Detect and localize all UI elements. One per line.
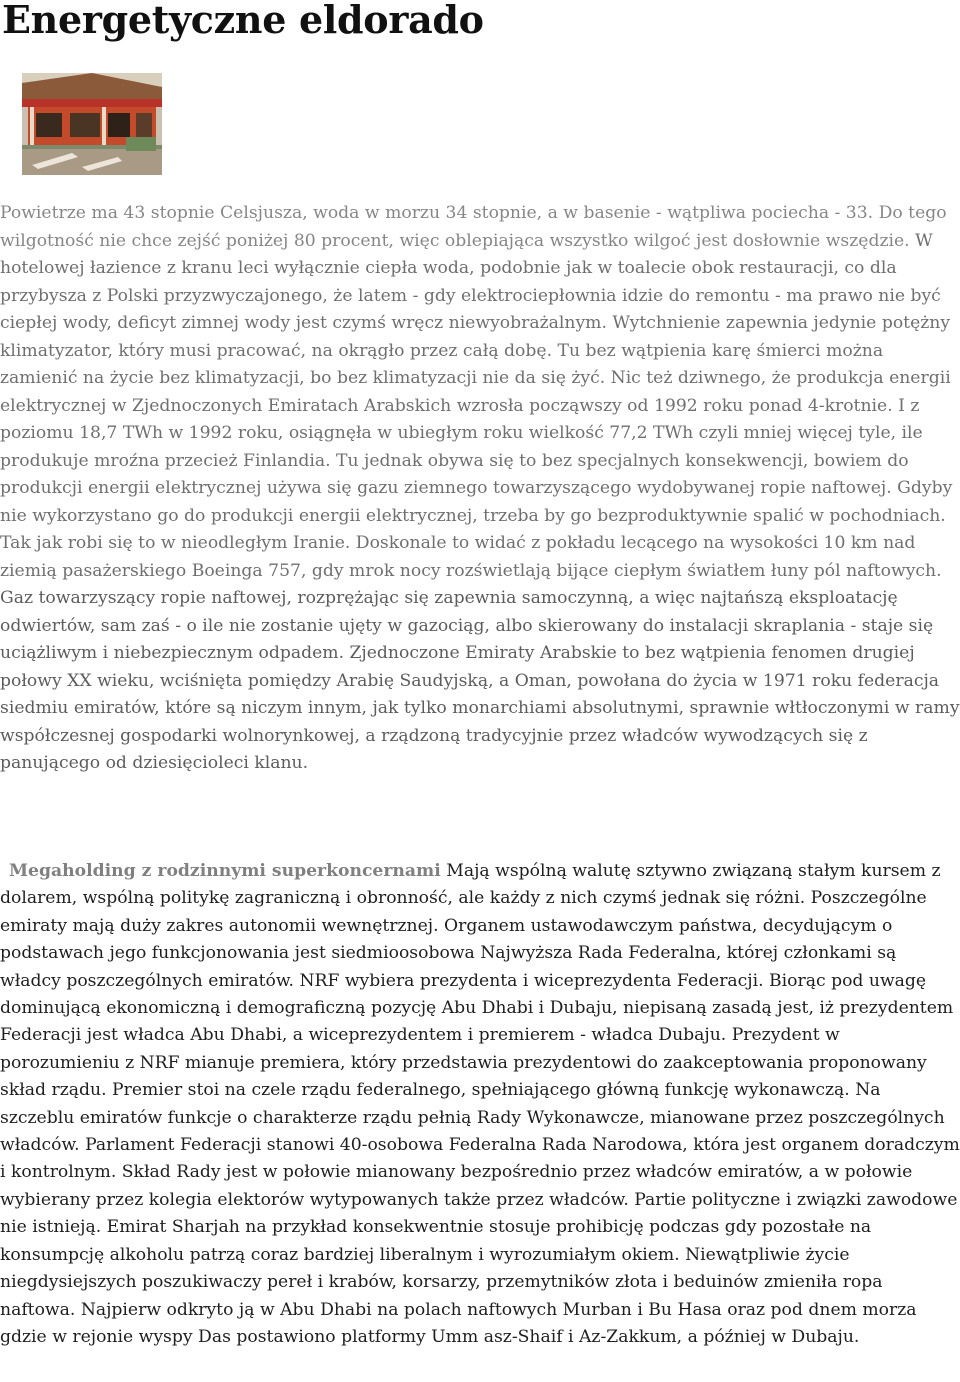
intro-text-1: Powietrze ma 43 stopnie Celsjusza, woda w morzu 34 stopnie, a w basenie - wątpliwa pociecha - 33. Do tego wilgotność nie chce zejść poniżej 80 procent, więc oblepiająca wszystko wilgoć jest dosłownie wszędzie.	[0, 203, 947, 251]
section-body: Mają wspólną walutę sztywno związaną stałym kursem z dolarem, wspólną politykę zagraniczną i obronność, ale każdy z nich czymś jednak się różni. Poszczególne emiraty mają duży zakres autonomii wewnętrznej. Organem ustawodawczym państwa, decydującym o podstawach jego funkcjonowania jest siedmioosobowa Najwyższa Rada Federalna, której członkami są władcy poszczególnych emiratów. NRF wybiera prezydenta i wiceprezydenta Federacji. Biorąc pod uwagę dominującą ekonomiczną i demograficzną pozycję Abu Dhabi i Dubaju, niepisaną zasadą jest, iż prezydentem Federacji jest władca Abu Dhabi, a wiceprezydentem i premierem - władca Dubaju. Prezydent w porozumieniu z NRF mianuje premiera, który przedstawia prezydentowi do zaakceptowania proponowany skład rządu. Premier stoi na czele rządu federalnego, spełniającego główną funkcję wykonawczą. Na szczeblu emiratów funkcje o charakterze rządu pełnią Rady Wykonawcze, mianowane przez poszczególnych władców. Parlament Federacji stanowi 40-osobowa Federalna Rada Narodowa, która jest organem doradczym i kontrolnym. Skład Rady jest w połowie mianowany bezpośrednio przez władców emiratów, a w połowie wybierany przez kolegia elektorów wytypowanych także przez władców. Partie polityczne i związki zawodowe nie istnieją. Emirat Sharjah na przykład konsekwentnie stosuje prohibicję podczas gdy pozostałe na konsumpcję alkoholu patrzą coraz bardziej liberalnym i wyrozumiałym okiem. Niewątpliwie życie niegdysiejszych poszukiwaczy pereł i krabów, korsarzy, przemytników złota i beduinów zmieniła ropa naftowa. Najpierw odkryto ją w Abu Dhabi na polach naftowych Murban i Bu Hasa oraz pod dnem morza gdzie w rejonie wyspy Das postawiono platformy Umm asz-Shaif i Az-Zakkum, a później w Dubaju.	[0, 861, 960, 1347]
article-title: Energetyczne eldorado	[2, 0, 484, 42]
article-photo	[22, 73, 162, 175]
section-heading: Megaholding z rodzinnymi superkoncernami	[9, 861, 441, 881]
intro-text-2: W hotelowej łazience z kranu leci wyłącznie ciepła woda, podobnie jak w toalecie obok restauracji, co dla przybysza z Polski przyzwyczajonego, że latem - gdy elektrociepłownia idzie do remontu - ma prawo nie być ciepłej wody, deficyt zimnej wody jest czymś wręcz niewyobrażalnym. Wytchnienie zapewnia jedynie potężny klimatyzator, który musi pracować, na okrągło przez całą dobę. Tu bez wątpienia karę śmierci można zamienić na życie bez klimatyzacji, bo bez klimatyzacji nie da się żyć. Nic też dziwnego, że produkcja energii elektrycznej w Zjednoczonych Emiratach Arabskich wzrosła począwszy od 1992 roku ponad 4-krotnie. I z poziomu 18,7 TWh w 1992 roku, osiągnęła w ubiegłym roku wielkość 77,2 TWh czyli mniej więcej tyle, ile produkuje mroźna przecież Finlandia. Tu jednak obywa się to bez specjalnych konsekwencji, bowiem do produkcji energii elektrycznej używa się gazu ziemnego towarzyszącego wydobywanej ropie naftowej. Gdyby nie wykorzystano go do produkcji energii elektrycznej, trzeba by go bezproduktywnie spalić w pochodniach. Tak jak robi się to w nieodległym Iranie. Doskonale to widać z pokładu lecącego na wysokości 10 km nad ziemią pasażerskiego Boeinga 757, gdy mrok nocy rozświetlają bijące ciepłym światłem łuny pól naftowych.	[0, 230, 953, 581]
article-section-paragraph	[0, 858, 960, 1351]
intro-text-3: Gaz towarzyszący ropie naftowej, rozprężając się zapewnia samoczynną, a więc najtańszą eksploatację odwiertów, sam zaś - o ile nie zostanie ujęty w gazociąg, albo skierowany do instalacji skraplania - staje się uciążliwym i niebezpiecznym odpadem. Zjednoczone Emiraty Arabskie to bez wątpienia fenomen drugiej połowy XX wieku, wciśnięta pomiędzy Arabię Saudyjską, a Oman, powołana do życia w 1971 roku federacja siedmiu emiratów, które są niczym innym, jak tylko monarchiami absolutnymi, sprawnie włtłoczonymi w ramy współczesnej gospodarki wolnorynkowej, a rządzoną tradycyjnie przez władców wywodzących się z panującego od dziesięcioleci klanu.	[0, 588, 960, 773]
article-intro-paragraph	[0, 200, 960, 778]
